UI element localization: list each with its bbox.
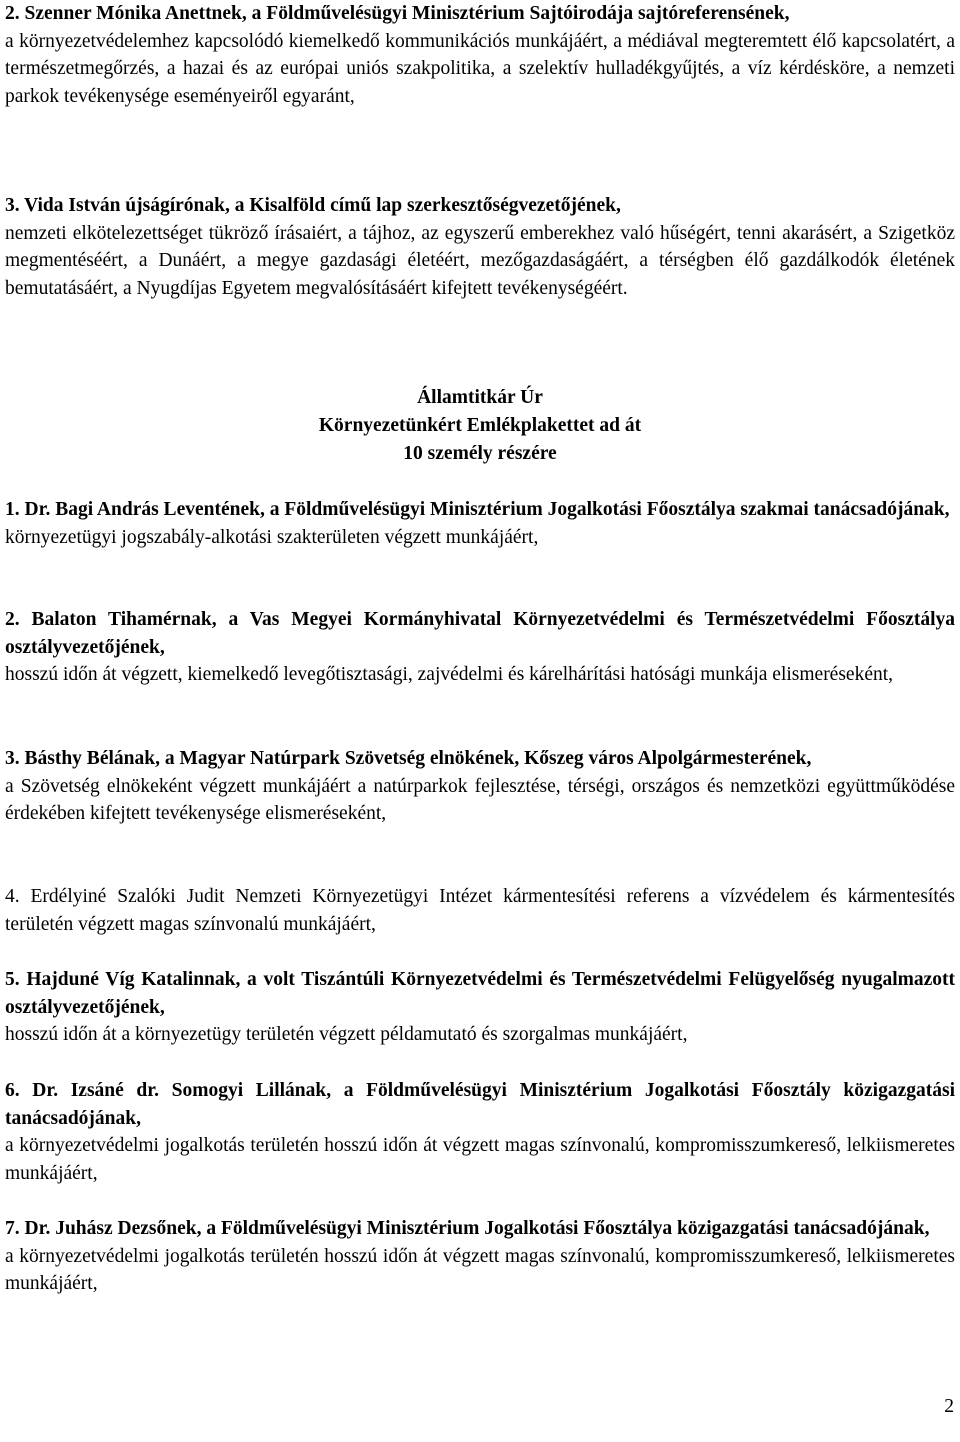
entry-heading: 2. Szenner Mónika Anettnek, a Földművelésügyi Minisztérium Sajtóirodája sajtóreferensének, xyxy=(5,3,790,24)
award-entry-erdelyine xyxy=(5,883,955,938)
entry-heading: 6. Dr. Izsáné dr. Somogyi Lillának, a Földművelésügyi Minisztérium Jogalkotási Főosztály közigazgatási tanácsadójának, xyxy=(5,1080,955,1129)
award-entry-bagi xyxy=(5,496,955,551)
entry-heading: 3. Básthy Bélának, a Magyar Natúrpark Szövetség elnökének, Kőszeg város Alpolgármesterének, xyxy=(5,748,812,769)
award-entry-hajdune xyxy=(5,966,955,1049)
entry-body: a környezetvédelemhez kapcsolódó kiemelkedő kommunikációs munkájáért, a médiával megteremtett élő kapcsolatért, a természetmegőrzés, a hazai és az európai uniós szakpolitika, a szelektív hulladékgyűjtés, a víz kérdésköre, a nemzeti parkok tevékenysége eseményeiről egyaránt, xyxy=(5,30,955,107)
entry-heading: 7. Dr. Juhász Dezsőnek, a Földművelésügyi Minisztérium Jogalkotási Főosztálya közigazgatási tanácsadójának, xyxy=(5,1218,930,1239)
award-entry-szenner xyxy=(5,0,955,110)
entry-heading: 5. Hajduné Víg Katalinnak, a volt Tiszántúli Környezetvédelmi és Természetvédelmi Felügyelőség nyugalmazott osztályvezetőjének, xyxy=(5,969,955,1018)
entry-body: a környezetvédelmi jogalkotás területén hosszú időn át végzett magas színvonalú, kompromisszumkereső, lelkiismeretes munkájáért, xyxy=(5,1245,955,1294)
award-entry-vida xyxy=(5,192,955,302)
entry-body: hosszú időn át a környezetügy területén végzett példamutató és szorgalmas munkájáért, xyxy=(5,1024,688,1045)
entry-heading: 3. Vida István újságírónak, a Kisalföld című lap szerkesztőségvezetőjének, xyxy=(5,195,621,216)
entry-heading: 2. Balaton Tihamérnak, a Vas Megyei Kormányhivatal Környezetvédelmi és Természetvédelmi Főosztálya osztályvezetőjének, xyxy=(5,609,955,658)
award-entry-basthy xyxy=(5,745,955,828)
entry-body: hosszú időn át végzett, kiemelkedő levegőtisztasági, zajvédelmi és kárelhárítási hatósági munkája elismeréseként, xyxy=(5,664,894,685)
entry-body: a Szövetség elnökeként végzett munkájáért a natúrparkok fejlesztése, térségi, országos és nemzetközi együttműködése érdekében kifejtett tevékenysége elismeréseként, xyxy=(5,775,955,824)
entry-body: nemzeti elkötelezettséget tükröző írásaiért, a tájhoz, az egyszerű emberekhez való hűségért, tenni akarásért, a Szigetköz megmentéséért, a Dunáért, a megye gazdasági életéért, mezőgazdaságáért, a térségben élő gazdálkodók életének bemutatásáért, a Nyugdíjas Egyetem megvalósításáért kifejtett tevékenységéért. xyxy=(5,222,955,299)
entry-body: a környezetvédelmi jogalkotás területén hosszú időn át végzett magas színvonalú, kompromisszumkereső, lelkiismeretes munkájáért, xyxy=(5,1135,955,1184)
award-entry-juhasz xyxy=(5,1215,955,1298)
page-number: 2 xyxy=(944,1396,954,1417)
entry-body: környezetügyi jogszabály-alkotási szakterületen végzett munkájáért, xyxy=(5,526,539,548)
section-title-line2: Környezetünkért Emlékplakettet ad át xyxy=(318,415,642,436)
section-title-line3: 10 személy részére xyxy=(403,443,557,464)
entry-heading: 1. Dr. Bagi András Leventének, a Földművelésügyi Minisztérium Jogalkotási Főosztálya szakmai tanácsadójának, xyxy=(5,499,950,520)
section-title-line1: Államtitkár Úr xyxy=(417,387,543,408)
award-entry-izsane xyxy=(5,1077,955,1187)
entry-body: 4. Erdélyiné Szalóki Judit Nemzeti Környezetügyi Intézet kármentesítési referens a vízvédelem és kármentesítés területén végzett magas színvonalú munkájáért, xyxy=(5,886,955,935)
award-entry-balaton xyxy=(5,606,955,689)
